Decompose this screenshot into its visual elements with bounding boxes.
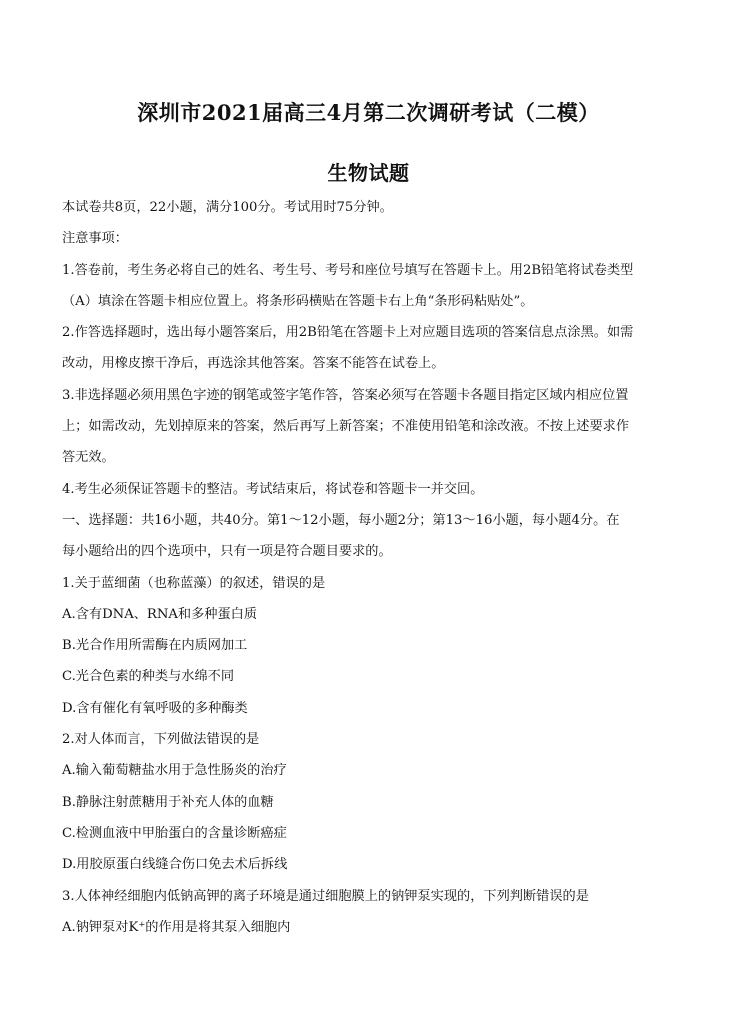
exam-subtitle: 生物试题 [327, 161, 410, 185]
text-line: 4.考生必须保证答题卡的整洁。考试结束后，将试卷和答题卡一并交回。 [62, 481, 484, 497]
question-stem: 3.人体神经细胞内低钠高钾的离子环境是通过细胞膜上的钠钾泵实现的，下列判断错误的是 [62, 888, 589, 904]
answer-option: C.检测血液中甲胎蛋白的含量诊断癌症 [62, 825, 287, 841]
text-line: 上；如需改动，先划掉原来的答案，然后再写上新答案；不准使用铅笔和涂改液。不按上述要求作 [62, 419, 630, 435]
answer-option: B.静脉注射蔗糖用于补充人体的血糖 [62, 794, 274, 810]
exam-text-body [62, 192, 682, 943]
answer-option: D.用胶原蛋白线缝合伤口免去术后拆线 [62, 857, 288, 873]
answer-option: D.含有催化有氧呼吸的多种酶类 [62, 700, 248, 716]
answer-option: B.光合作用所需酶在内质网加工 [62, 638, 248, 654]
text-line: 3.非选择题必须用黑色字迹的钢笔或签字笔作答，答案必须写在答题卡各题目指定区域内相应位置 [62, 387, 629, 403]
answer-option: A.钠钾泵对K⁺的作用是将其泵入细胞内 [62, 919, 291, 935]
text-line: （A）填涂在答题卡相应位置上。将条形码横贴在答题卡右上角“条形码粘贴处”。 [62, 293, 534, 309]
text-line: 注意事项： [62, 231, 128, 247]
question-stem: 1.关于蓝细菌（也称蓝藻）的叙述，错误的是 [62, 575, 326, 591]
answer-option: A.输入葡萄糖盐水用于急性肠炎的治疗 [62, 763, 287, 779]
text-line: 答无效。 [62, 450, 115, 466]
text-line: 每小题给出的四个选项中，只有一项是符合题目要求的。 [62, 544, 392, 560]
text-line: 本试卷共8页，22小题，满分100分。考试用时75分钟。 [62, 200, 393, 215]
text-line: 一、选择题：共16小题，共40分。第1～12小题，每小题2分；第13～16小题，每小题4分。在 [62, 512, 620, 528]
question-stem: 2.对人体而言，下列做法错误的是 [62, 732, 260, 748]
text-line: 2.作答选择题时，选出每小题答案后，用2B铅笔在答题卡上对应题目选项的答案信息点涂黑。如需 [62, 325, 634, 341]
answer-option: A.含有DNA、RNA和多种蛋白质 [62, 606, 258, 622]
exam-title: 深圳市2021届高三4月第二次调研考试（二模） [137, 100, 600, 125]
answer-option: C.光合色素的种类与水绵不同 [62, 669, 235, 685]
text-line: 1.答卷前，考生务必将自己的姓名、考生号、考号和座位号填写在答题卡上。用2B铅笔将试卷类型 [62, 262, 634, 278]
text-line: 改动，用橡皮擦干净后，再选涂其他答案。答案不能答在试卷上。 [62, 356, 445, 372]
